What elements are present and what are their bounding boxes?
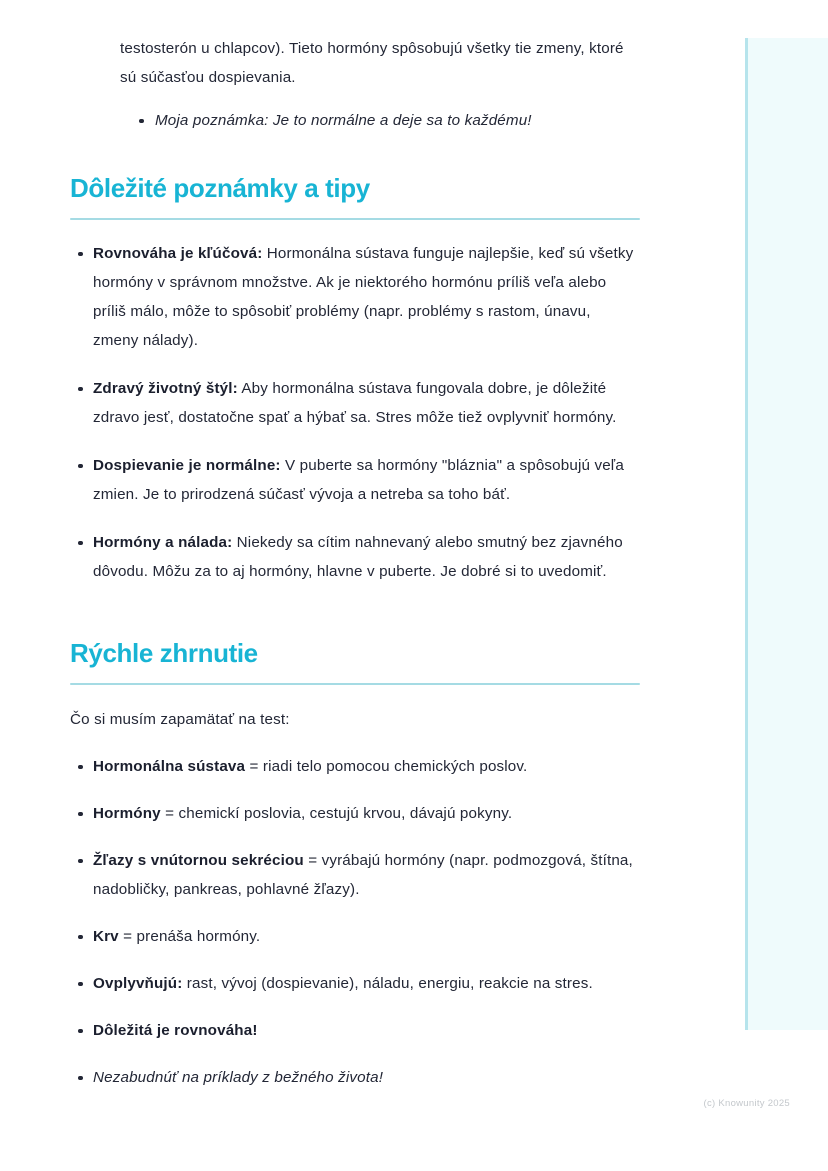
page-edge-decoration bbox=[745, 38, 828, 1030]
list-item-label: Dôležitá je rovnováha! bbox=[93, 1022, 258, 1040]
list-item bbox=[70, 846, 640, 904]
page-title-important-notes: Dôležité poznámky a tipy bbox=[70, 173, 370, 203]
list-item-label: Rovnováha je kľúčová: bbox=[93, 245, 263, 263]
list-item-text: = prenáša hormóny. bbox=[118, 928, 261, 946]
list-item bbox=[70, 1063, 640, 1092]
section-important-notes-header bbox=[70, 173, 640, 220]
list-item-text: = vyrábajú hormóny (napr. podmozgová, štítna, nadobličky, pankreas, pohlavné žľazy). bbox=[93, 852, 633, 899]
list-item bbox=[70, 374, 640, 432]
list-item bbox=[70, 451, 640, 509]
list-item bbox=[70, 239, 640, 355]
continuation-paragraph: testosterón u chlapcov). Tieto hormóny spôsobujú všetky tie zmeny, ktoré sú súčasťou dospievania. bbox=[120, 40, 624, 86]
personal-note-text: Moja poznámka: Je to normálne a deje sa to každému! bbox=[155, 112, 532, 129]
section-quick-summary-header bbox=[70, 638, 640, 685]
list-item-label: Žľazy s vnútornou sekréciou bbox=[93, 852, 304, 870]
list-item-text: Nezabudnúť na príklady z bežného života! bbox=[93, 1069, 384, 1087]
list-item-text: Hormonálna sústava funguje najlepšie, keď sú všetky hormóny v správnom množstve. Ak je niektorého hormónu príliš veľa alebo príliš málo, môže to spôsobiť problémy (napr. problémy s rastom, únavu, zmeny nálady). bbox=[93, 245, 634, 350]
list-item-text: = chemickí poslovia, cestujú krvou, dávajú pokyny. bbox=[160, 805, 513, 823]
list-item-text: Aby hormonálna sústava fungovala dobre, je dôležité zdravo jesť, dostatočne spať a hýbať sa. Stres môže tiež ovplyvniť hormóny. bbox=[93, 380, 617, 427]
list-item-text: rast, vývoj (dospievanie), náladu, energiu, reakcie na stres. bbox=[182, 975, 593, 993]
list-item-label: Ovplyvňujú: bbox=[93, 975, 183, 993]
list-item-label: Dospievanie je normálne: bbox=[93, 457, 281, 475]
list-item-label: Hormóny bbox=[93, 805, 161, 823]
list-item bbox=[70, 1016, 640, 1045]
heading-divider bbox=[70, 218, 640, 220]
list-item bbox=[70, 528, 640, 586]
list-item-label: Hormonálna sústava bbox=[93, 758, 246, 776]
list-item bbox=[70, 799, 640, 828]
quick-summary-list bbox=[70, 752, 640, 1092]
quick-summary-lead: Čo si musím zapamätať na test: bbox=[70, 711, 290, 729]
list-item bbox=[70, 752, 640, 781]
page-title-quick-summary: Rýchle zhrnutie bbox=[70, 638, 258, 669]
list-item-text: = riadi telo pomocou chemických poslov. bbox=[245, 758, 528, 776]
list-item bbox=[70, 922, 640, 951]
important-notes-list bbox=[70, 239, 640, 586]
list-item-text: V puberte sa hormóny "bláznia" a spôsobujú veľa zmien. Je to prirodzená súčasť vývoja a netreba sa toho báť. bbox=[93, 457, 624, 504]
list-item-label: Zdravý životný štýl: bbox=[93, 380, 238, 398]
copyright-footer: (c) Knowunity 2025 bbox=[703, 1098, 790, 1109]
list-item-personal-note bbox=[70, 106, 640, 135]
list-item-label: Hormóny a nálada: bbox=[93, 534, 233, 552]
top-note-list bbox=[70, 106, 640, 135]
list-item-label: Krv bbox=[93, 928, 119, 946]
list-item bbox=[70, 969, 640, 998]
list-item-text: Niekedy sa cítim nahnevaný alebo smutný bez zjavného dôvodu. Môžu za to aj hormóny, hlavne v puberte. Je dobré si to uvedomiť. bbox=[93, 534, 623, 581]
